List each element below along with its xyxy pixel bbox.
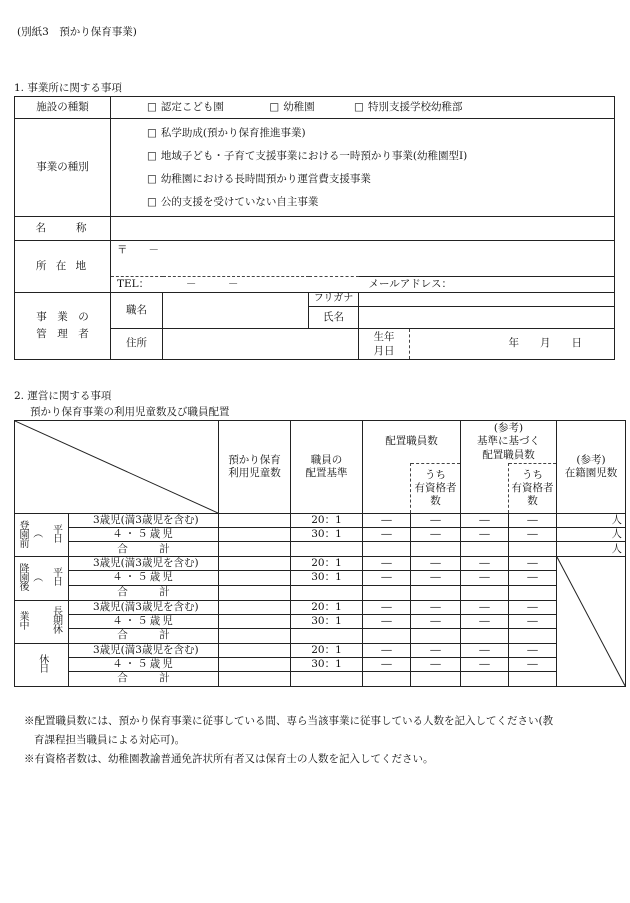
position-field[interactable] [163, 293, 309, 329]
section2-subtitle: 預かり保育事業の利用児童数及び職員配置 [30, 406, 230, 418]
header-children: 預かり保育 利用児童数 [219, 421, 291, 514]
group-label: 長期休 [43, 600, 69, 643]
business-type-label: 事業の種別 [15, 119, 111, 217]
header-staff: 配置職員数 [363, 421, 461, 464]
header-enrolled: (参考) 在籍園児数 [557, 421, 626, 514]
notes [24, 712, 624, 769]
table-row: 登園前 （ 平日 3歳児(満3歳児を含む) 20：1 ― ― ― ― 人 [15, 514, 626, 528]
group-label: 平日 [43, 557, 69, 600]
table-row: ４・５歳児 30：1 ― ― ― ― 人 [15, 528, 626, 542]
table-row: 合 計 [15, 628, 626, 643]
header-qualified-staff: うち 有資格者 数 [411, 464, 461, 514]
note-1-cont: 育課程担当職員による対応可)。 [34, 734, 186, 746]
name-field[interactable] [111, 217, 615, 241]
crossed-out-cell [557, 557, 626, 687]
table-row: ４・５歳児 30：1 ― ― ― ― [15, 657, 626, 671]
fullname-label: 氏名 [309, 307, 359, 329]
table-row: ４・５歳児 30：1 ― ― ― ― [15, 614, 626, 628]
table-row: 降園後 （ 平日 3歳児(満3歳児を含む) 20：1 ― ― ― ― [15, 557, 626, 571]
diagonal-line [15, 421, 218, 513]
furigana-field[interactable] [359, 293, 615, 307]
birth-value: 年 月 日 [508, 337, 583, 350]
position-label: 職名 [111, 293, 163, 329]
staffing-table [14, 420, 626, 687]
table-row: 合 計 人 [15, 542, 626, 557]
residence-field[interactable] [163, 329, 359, 360]
group-label: 業中 [15, 600, 29, 643]
birth-cell[interactable] [359, 329, 615, 360]
facility-type-options [111, 97, 615, 119]
name-label: 名 称 [15, 217, 111, 241]
residence-label: 住所 [111, 329, 163, 360]
table-row: 業中 長期休 3歳児(満3歳児を含む) 20：1 ― ― ― ― [15, 600, 626, 614]
table-row: 合 計 [15, 585, 626, 600]
group-label: 登園前 [15, 514, 29, 557]
table-row: 休日 3歳児(満3歳児を含む) 20：1 ― ― ― ― [15, 643, 626, 657]
group-label: 休日 [15, 643, 69, 686]
group-label: 降園後 [15, 557, 29, 600]
table-row: ４・５歳児 30：1 ― ― ― ― [15, 571, 626, 585]
checkbox-shigaku[interactable]: □ 私学助成(預かり保育推進事業) [147, 126, 306, 139]
facility-type-label: 施設の種類 [15, 97, 111, 119]
header-standard: 職員の 配置基準 [291, 421, 363, 514]
table-row: 合 計 [15, 672, 626, 687]
section1-title: 1. 事業所に関する事項 [14, 82, 122, 94]
checkbox-nintei[interactable]: □ 認定こども園 [147, 100, 224, 113]
facility-info-table [14, 96, 615, 360]
checkbox-jishu[interactable]: □ 公的支援を受けていない自主事業 [147, 195, 319, 208]
email-field[interactable]: メールアドレス： [359, 277, 615, 293]
business-type-options [111, 119, 615, 217]
address-label: 所 在 地 [15, 241, 111, 293]
diagonal-line [557, 557, 625, 686]
section2-title: 2. 運営に関する事項 [14, 390, 112, 402]
note-2: ※有資格者数は、幼稚園教諭普通免許状所有者又は保育士の人数を記入してください。 [24, 753, 434, 765]
checkbox-chojikan[interactable]: □ 幼稚園における長時間預かり運営費支援事業 [147, 172, 371, 185]
birth-label: 生年 月日 [359, 329, 410, 359]
postal-field[interactable]: 〒 － [111, 241, 615, 277]
manager-label: 事 業 の 管 理 者 [15, 293, 111, 360]
diagonal-header-cell [15, 421, 219, 514]
furigana-label: フリガナ [309, 293, 359, 307]
group-label: 平日 [43, 514, 69, 557]
checkbox-ichiji[interactable]: □ 地域子ども・子育て支援事業における一時預かり事業(幼稚園型Ⅰ) [147, 149, 468, 162]
document-header: (別紙3 預かり保育事業) [17, 26, 137, 38]
checkbox-yochien[interactable]: □ 幼稚園 [269, 100, 315, 113]
header-ref-qualified: うち 有資格者 数 [509, 464, 557, 514]
note-1: ※配置職員数には、預かり保育事業に従事している間、専ら当該事業に従事している人数を記入してください(教 [24, 715, 554, 727]
fullname-field[interactable] [359, 307, 615, 329]
tel-field[interactable]: TEL： － － [111, 277, 359, 293]
checkbox-tokubetsu[interactable]: □ 特別支援学校幼稚部 [354, 100, 463, 113]
header-ref-staff: (参考) 基準に基づく 配置職員数 [461, 421, 557, 464]
